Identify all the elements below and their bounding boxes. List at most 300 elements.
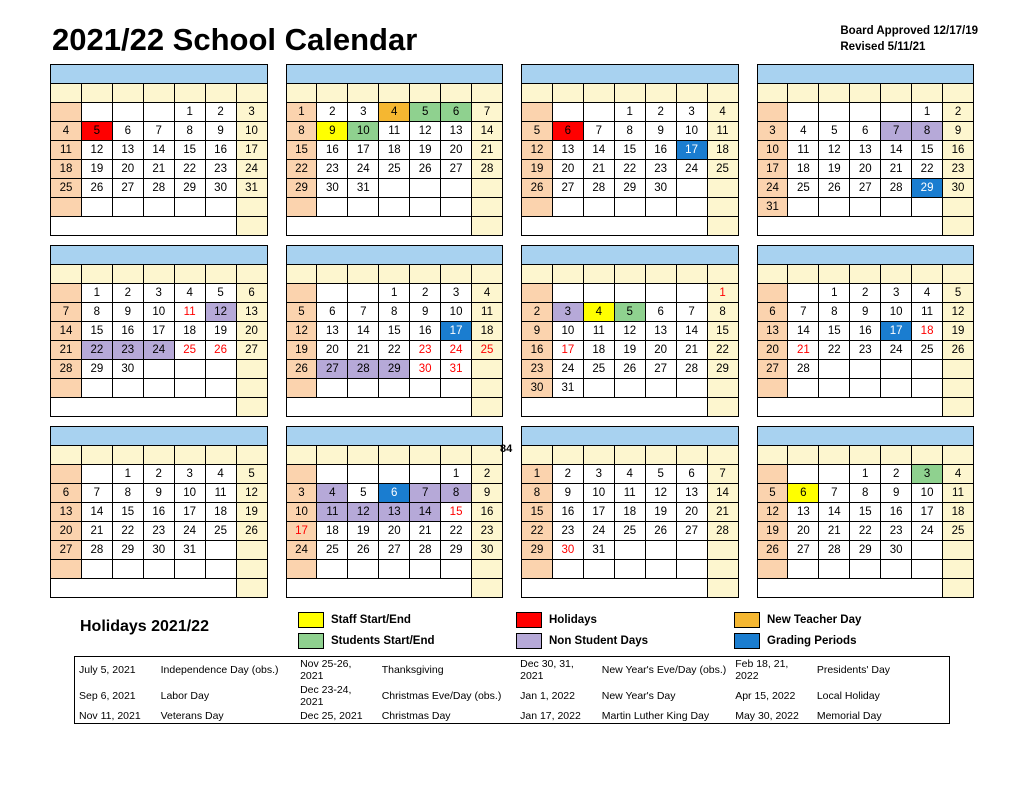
day-cell: 15 (441, 503, 472, 522)
day-cell (51, 103, 82, 122)
day-cell: 1 (707, 284, 738, 303)
day-cell: 13 (112, 141, 143, 160)
day-cell: 5 (81, 122, 112, 141)
day-cell (441, 198, 472, 217)
day-cell: 24 (757, 179, 788, 198)
day-cell: 22 (112, 522, 143, 541)
day-cell: 2 (317, 103, 348, 122)
month-note (757, 217, 943, 236)
day-cell (757, 560, 788, 579)
day-cell: 15 (850, 503, 881, 522)
day-cell: 6 (552, 122, 583, 141)
day-cell: 3 (583, 465, 614, 484)
day-cell (112, 103, 143, 122)
day-cell (112, 198, 143, 217)
day-cell: 7 (51, 303, 82, 322)
day-cell: 30 (112, 360, 143, 379)
month-table (521, 245, 739, 417)
month-name (286, 246, 503, 265)
day-cell (348, 465, 379, 484)
dow-header (614, 265, 645, 284)
day-cell (112, 560, 143, 579)
day-cell: 12 (757, 503, 788, 522)
day-cell: 19 (614, 341, 645, 360)
day-cell: 4 (707, 103, 738, 122)
month-note (51, 398, 237, 417)
day-cell (583, 103, 614, 122)
day-cell (317, 198, 348, 217)
day-cell: 3 (286, 484, 317, 503)
revised-text: Revised 5/11/21 (840, 40, 926, 53)
dow-header (614, 446, 645, 465)
day-cell: 17 (441, 322, 472, 341)
day-cell: 24 (174, 522, 205, 541)
holiday-name: Presidents' Day (816, 664, 891, 676)
day-cell: 11 (912, 303, 943, 322)
month-total (707, 579, 738, 598)
holiday-table (74, 656, 950, 724)
day-cell: 5 (410, 103, 441, 122)
day-cell: 2 (943, 103, 974, 122)
day-cell: 4 (174, 284, 205, 303)
day-cell (410, 179, 441, 198)
day-cell: 14 (472, 122, 503, 141)
day-cell: 9 (552, 484, 583, 503)
day-cell: 31 (757, 198, 788, 217)
month-block (286, 426, 504, 598)
day-cell (757, 465, 788, 484)
month-block (50, 64, 268, 236)
day-cell: 3 (174, 465, 205, 484)
day-cell: 28 (583, 179, 614, 198)
day-cell: 1 (286, 103, 317, 122)
grand-total: 84 (500, 443, 513, 455)
day-cell (236, 541, 267, 560)
holiday-date: Jan 1, 2022 (520, 690, 575, 702)
day-cell: 2 (645, 103, 676, 122)
day-cell: 28 (472, 160, 503, 179)
month-block (757, 64, 975, 236)
day-cell (441, 179, 472, 198)
dow-header (707, 84, 738, 103)
dow-header (819, 84, 850, 103)
day-cell: 14 (676, 322, 707, 341)
holiday-name: Christmas Eve/Day (obs.) (381, 690, 502, 702)
day-cell: 6 (441, 103, 472, 122)
dow-header (410, 446, 441, 465)
day-cell (174, 198, 205, 217)
day-cell: 16 (552, 503, 583, 522)
month-table (757, 426, 975, 598)
page-title: 2021/22 School Calendar (52, 22, 418, 57)
day-cell: 26 (286, 360, 317, 379)
dow-header (441, 446, 472, 465)
day-cell: 15 (707, 322, 738, 341)
day-cell: 14 (707, 484, 738, 503)
day-cell: 15 (112, 503, 143, 522)
day-cell (788, 103, 819, 122)
day-cell: 16 (881, 503, 912, 522)
dow-header (236, 265, 267, 284)
day-cell: 13 (236, 303, 267, 322)
day-cell: 31 (441, 360, 472, 379)
day-cell (676, 179, 707, 198)
dow-header (410, 84, 441, 103)
dow-header (379, 84, 410, 103)
day-cell: 1 (81, 284, 112, 303)
month-total (707, 217, 738, 236)
day-cell: 21 (788, 341, 819, 360)
dow-header (522, 446, 553, 465)
legend-section (26, 598, 998, 724)
month-name (522, 65, 739, 84)
day-cell: 9 (143, 484, 174, 503)
month-name (522, 427, 739, 446)
day-cell: 3 (552, 303, 583, 322)
day-cell: 4 (472, 284, 503, 303)
day-cell: 29 (850, 541, 881, 560)
day-cell: 3 (676, 103, 707, 122)
day-cell: 6 (676, 465, 707, 484)
day-cell (819, 360, 850, 379)
month-table (50, 64, 268, 236)
day-cell: 9 (112, 303, 143, 322)
day-cell: 28 (51, 360, 82, 379)
month-block (286, 245, 504, 417)
dow-header (819, 265, 850, 284)
day-cell: 20 (645, 341, 676, 360)
day-cell: 16 (205, 141, 236, 160)
day-cell: 11 (317, 503, 348, 522)
day-cell (943, 379, 974, 398)
month-total (472, 579, 503, 598)
legend-label: Staff Start/End (331, 614, 411, 626)
day-cell (552, 560, 583, 579)
day-cell: 9 (645, 122, 676, 141)
dow-header (112, 84, 143, 103)
day-cell: 2 (552, 465, 583, 484)
day-cell (143, 103, 174, 122)
dow-header (881, 446, 912, 465)
day-cell (943, 360, 974, 379)
day-cell (81, 379, 112, 398)
day-cell: 18 (912, 322, 943, 341)
dow-header (236, 446, 267, 465)
day-cell: 15 (912, 141, 943, 160)
day-cell: 16 (850, 322, 881, 341)
day-cell: 19 (522, 160, 553, 179)
day-cell: 28 (881, 179, 912, 198)
day-cell: 19 (757, 522, 788, 541)
day-cell: 18 (788, 160, 819, 179)
dow-header (348, 446, 379, 465)
day-cell: 12 (81, 141, 112, 160)
day-cell: 10 (143, 303, 174, 322)
dow-header (51, 446, 82, 465)
day-cell (707, 541, 738, 560)
dow-header (676, 84, 707, 103)
legend-item (516, 633, 734, 649)
month-name (51, 246, 268, 265)
day-cell (236, 560, 267, 579)
approval-block (840, 14, 998, 55)
day-cell (286, 379, 317, 398)
day-cell: 19 (645, 503, 676, 522)
day-cell (912, 560, 943, 579)
dow-header (143, 84, 174, 103)
day-cell: 10 (552, 322, 583, 341)
month-total (236, 579, 267, 598)
day-cell: 12 (645, 484, 676, 503)
dow-header (51, 84, 82, 103)
day-cell (522, 284, 553, 303)
day-cell (143, 198, 174, 217)
day-cell: 6 (379, 484, 410, 503)
holiday-name: Memorial Day (816, 710, 882, 722)
day-cell: 4 (205, 465, 236, 484)
day-cell: 12 (205, 303, 236, 322)
day-cell (850, 560, 881, 579)
dow-header (676, 446, 707, 465)
day-cell: 29 (112, 541, 143, 560)
day-cell (943, 560, 974, 579)
day-cell (707, 379, 738, 398)
day-cell (850, 198, 881, 217)
day-cell (286, 560, 317, 579)
dow-header (472, 265, 503, 284)
dow-header (645, 84, 676, 103)
day-cell: 1 (850, 465, 881, 484)
day-cell: 7 (707, 465, 738, 484)
day-cell: 25 (614, 522, 645, 541)
day-cell: 5 (757, 484, 788, 503)
day-cell (757, 284, 788, 303)
dow-header (881, 84, 912, 103)
day-cell: 13 (788, 503, 819, 522)
month-note (522, 217, 708, 236)
day-cell: 20 (236, 322, 267, 341)
day-cell: 29 (614, 179, 645, 198)
day-cell: 31 (552, 379, 583, 398)
holiday-name: New Year's Day (601, 690, 676, 702)
dow-header (757, 84, 788, 103)
day-cell: 4 (614, 465, 645, 484)
day-cell: 20 (850, 160, 881, 179)
day-cell: 27 (441, 160, 472, 179)
day-cell (788, 198, 819, 217)
day-cell: 22 (441, 522, 472, 541)
day-cell: 26 (236, 522, 267, 541)
day-cell (81, 560, 112, 579)
dow-header (174, 446, 205, 465)
day-cell: 20 (676, 503, 707, 522)
dow-header (912, 446, 943, 465)
day-cell: 26 (81, 179, 112, 198)
day-cell: 19 (236, 503, 267, 522)
day-cell (317, 379, 348, 398)
month-total (236, 217, 267, 236)
legend-label: Grading Periods (767, 635, 857, 647)
month-note (757, 579, 943, 598)
day-cell (522, 560, 553, 579)
day-cell: 3 (348, 103, 379, 122)
day-cell: 16 (645, 141, 676, 160)
dow-header (81, 446, 112, 465)
day-cell (317, 284, 348, 303)
holiday-date: Sep 6, 2021 (79, 690, 136, 702)
day-cell: 11 (943, 484, 974, 503)
dow-header (645, 446, 676, 465)
day-cell: 12 (614, 322, 645, 341)
day-cell: 16 (472, 503, 503, 522)
day-cell (645, 560, 676, 579)
legend-item (516, 612, 734, 628)
day-cell: 12 (410, 122, 441, 141)
day-cell: 20 (552, 160, 583, 179)
day-cell: 7 (81, 484, 112, 503)
day-cell (379, 179, 410, 198)
day-cell: 6 (757, 303, 788, 322)
day-cell (819, 560, 850, 579)
day-cell (410, 379, 441, 398)
day-cell: 14 (788, 322, 819, 341)
day-cell (614, 284, 645, 303)
day-cell: 27 (757, 360, 788, 379)
day-cell (850, 103, 881, 122)
day-cell: 8 (614, 122, 645, 141)
dow-header (943, 84, 974, 103)
day-cell: 29 (286, 179, 317, 198)
day-cell: 31 (583, 541, 614, 560)
day-cell: 5 (614, 303, 645, 322)
months-grid (26, 64, 998, 598)
day-cell: 26 (410, 160, 441, 179)
day-cell: 9 (943, 122, 974, 141)
month-note (522, 579, 708, 598)
dow-header (912, 265, 943, 284)
day-cell: 23 (552, 522, 583, 541)
day-cell: 19 (819, 160, 850, 179)
day-cell (912, 541, 943, 560)
month-table (286, 426, 504, 598)
day-cell: 26 (522, 179, 553, 198)
day-cell: 16 (143, 503, 174, 522)
month-name (757, 427, 974, 446)
day-cell (410, 198, 441, 217)
month-total (472, 217, 503, 236)
day-cell: 4 (788, 122, 819, 141)
day-cell: 6 (51, 484, 82, 503)
day-cell: 20 (379, 522, 410, 541)
day-cell: 27 (379, 541, 410, 560)
day-cell (410, 560, 441, 579)
day-cell (819, 465, 850, 484)
day-cell: 1 (174, 103, 205, 122)
month-block (50, 245, 268, 417)
day-cell: 17 (236, 141, 267, 160)
month-block (521, 245, 739, 417)
day-cell: 18 (472, 322, 503, 341)
day-cell: 14 (143, 141, 174, 160)
dow-header (583, 265, 614, 284)
day-cell: 13 (317, 322, 348, 341)
month-block (50, 426, 268, 598)
day-cell (472, 560, 503, 579)
day-cell: 15 (174, 141, 205, 160)
day-cell: 10 (286, 503, 317, 522)
month-total (236, 398, 267, 417)
dow-header (348, 265, 379, 284)
day-cell (174, 379, 205, 398)
day-cell: 18 (174, 322, 205, 341)
dow-header (472, 84, 503, 103)
day-cell: 1 (614, 103, 645, 122)
day-cell (317, 465, 348, 484)
day-cell: 30 (522, 379, 553, 398)
month-table (521, 426, 739, 598)
day-cell (850, 379, 881, 398)
day-cell: 13 (757, 322, 788, 341)
day-cell: 2 (472, 465, 503, 484)
day-cell: 14 (881, 141, 912, 160)
day-cell: 29 (81, 360, 112, 379)
day-cell: 16 (410, 322, 441, 341)
dow-header (205, 265, 236, 284)
day-cell: 14 (348, 322, 379, 341)
day-cell: 18 (614, 503, 645, 522)
day-cell (645, 198, 676, 217)
dow-header (850, 265, 881, 284)
day-cell (552, 103, 583, 122)
day-cell: 26 (348, 541, 379, 560)
day-cell: 12 (522, 141, 553, 160)
day-cell (441, 379, 472, 398)
day-cell (441, 560, 472, 579)
day-cell: 22 (522, 522, 553, 541)
day-cell: 12 (348, 503, 379, 522)
dow-header (174, 265, 205, 284)
month-name (286, 65, 503, 84)
dow-header (757, 265, 788, 284)
day-cell: 23 (205, 160, 236, 179)
day-cell: 7 (676, 303, 707, 322)
day-cell: 27 (317, 360, 348, 379)
day-cell: 26 (614, 360, 645, 379)
dow-header (286, 265, 317, 284)
day-cell: 7 (788, 303, 819, 322)
legend-item (734, 612, 974, 628)
day-cell: 18 (943, 503, 974, 522)
dow-header (51, 265, 82, 284)
day-cell: 18 (317, 522, 348, 541)
day-cell: 17 (552, 341, 583, 360)
day-cell (645, 541, 676, 560)
month-table (521, 64, 739, 236)
day-cell: 1 (522, 465, 553, 484)
dow-header (441, 84, 472, 103)
day-cell: 5 (286, 303, 317, 322)
day-cell (51, 379, 82, 398)
day-cell: 25 (788, 179, 819, 198)
dow-header (143, 265, 174, 284)
day-cell: 3 (441, 284, 472, 303)
holiday-row (75, 657, 950, 684)
day-cell: 8 (819, 303, 850, 322)
day-cell: 31 (174, 541, 205, 560)
day-cell: 30 (552, 541, 583, 560)
day-cell: 24 (552, 360, 583, 379)
day-cell (676, 284, 707, 303)
